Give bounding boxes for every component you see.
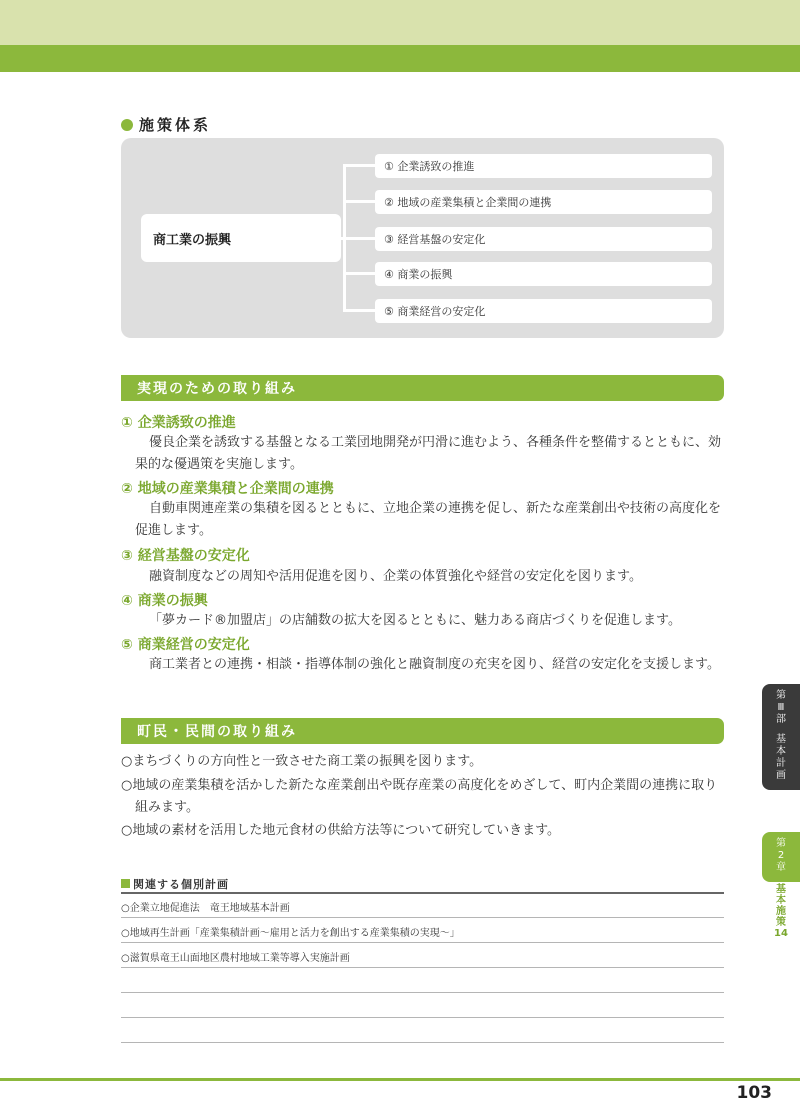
realization-item-text: 融資制度などの周知や活用促進を図り、企業の体質強化や経営の安定化を図ります。 bbox=[149, 569, 642, 584]
rule-line bbox=[121, 942, 724, 943]
tab-char: 第 bbox=[776, 690, 786, 701]
tab-char: 計 bbox=[776, 758, 786, 769]
square-bullet-icon bbox=[121, 879, 130, 888]
realization-item-text: 自動車関連産業の集積を図るとともに、立地企業の連携を促し、新たな産業創出や技術の高度化を促進します。 bbox=[135, 501, 722, 538]
tree-connector bbox=[343, 237, 375, 240]
rule-line bbox=[121, 1017, 724, 1018]
tab-char: 画 bbox=[776, 770, 786, 781]
rule-line bbox=[121, 992, 724, 993]
tab-char: 基 bbox=[776, 884, 786, 895]
side-tab-chapter[interactable] bbox=[762, 832, 800, 882]
tab-char: 14 bbox=[774, 928, 788, 939]
tree-connector bbox=[343, 200, 375, 203]
realization-item-heading: ③ 経営基盤の安定化 bbox=[121, 548, 250, 564]
tab-char: 施 bbox=[776, 906, 786, 917]
policy-item: ⑤ 商業経営の安定化 bbox=[375, 299, 712, 323]
policy-system-title: 施策体系 bbox=[121, 114, 211, 135]
tree-connector bbox=[343, 164, 375, 167]
rule-line bbox=[121, 892, 724, 894]
tab-char: 本 bbox=[776, 746, 786, 757]
tab-char: 部 bbox=[776, 714, 786, 725]
rule-line bbox=[121, 917, 724, 918]
citizen-item: ○まちづくりの方向性と一致させた商工業の振興を図ります。 bbox=[121, 754, 483, 769]
realization-item-text: 優良企業を誘致する基盤となる工業団地開発が円滑に進むよう、各種条件を整備するとともに、効果的な優遇策を実施します。 bbox=[135, 435, 722, 472]
tab-char: 章 bbox=[776, 862, 786, 873]
realization-item-text: 「夢カード®加盟店」の店舗数の拡大を図るとともに、魅力ある商店づくりを促進します。 bbox=[149, 613, 681, 628]
tab-char: 基 bbox=[776, 734, 786, 745]
tab-char: 策 bbox=[776, 917, 786, 928]
citizen-section-bar: 町民・民間の取り組み bbox=[121, 718, 724, 744]
realization-item-heading: ⑤ 商業経営の安定化 bbox=[121, 637, 250, 653]
realization-item-heading: ④ 商業の振興 bbox=[121, 593, 208, 609]
header-band bbox=[0, 0, 800, 45]
realization-section-bar: 実現のための取り組み bbox=[121, 375, 724, 401]
side-tab-part[interactable] bbox=[762, 684, 800, 790]
tree-connector bbox=[343, 272, 375, 275]
rule-line bbox=[121, 1042, 724, 1043]
realization-item-heading: ② 地域の産業集積と企業間の連携 bbox=[121, 481, 334, 497]
related-plan-item: ○地域再生計画「産業集積計画～雇用と活力を創出する産業集積の実現～」 bbox=[121, 928, 460, 939]
bullet-dot-icon bbox=[121, 119, 133, 131]
policy-item: ② 地域の産業集積と企業間の連携 bbox=[375, 190, 712, 214]
tab-char: 第 bbox=[776, 838, 786, 849]
page-number: 103 bbox=[736, 1083, 772, 1103]
policy-item: ④ 商業の振興 bbox=[375, 262, 712, 286]
citizen-item: ○地域の素材を活用した地元食材の供給方法等について研究していきます。 bbox=[121, 823, 561, 838]
tab-char: 本 bbox=[776, 895, 786, 906]
policy-item: ① 企業誘致の推進 bbox=[375, 154, 712, 178]
tree-connector bbox=[343, 309, 375, 312]
related-plan-item: ○企業立地促進法 竜王地域基本計画 bbox=[121, 903, 290, 914]
related-plan-item: ○滋賀県竜王山面地区農村地域工業等導入実施計画 bbox=[121, 953, 350, 964]
realization-item-text: 商工業者との連携・相談・指導体制の強化と融資制度の充実を図り、経営の安定化を支援します。 bbox=[149, 657, 720, 672]
realization-item-heading: ① 企業誘致の推進 bbox=[121, 415, 236, 431]
policy-root-node: 商工業の振興 bbox=[141, 214, 341, 262]
citizen-item: ○地域の産業集積を活かした新たな産業創出や既存産業の高度化をめざして、町内企業間の連携に取り組みます。 bbox=[121, 778, 718, 815]
footer-line bbox=[0, 1078, 800, 1081]
side-tab-policy[interactable] bbox=[762, 884, 800, 939]
tab-char: Ⅲ bbox=[777, 702, 785, 713]
related-plans-title: 関連する個別計画 bbox=[121, 876, 229, 892]
rule-line bbox=[121, 967, 724, 968]
policy-item: ③ 経営基盤の安定化 bbox=[375, 227, 712, 251]
header-accent-line bbox=[0, 45, 800, 72]
tab-char: 2 bbox=[777, 850, 785, 861]
